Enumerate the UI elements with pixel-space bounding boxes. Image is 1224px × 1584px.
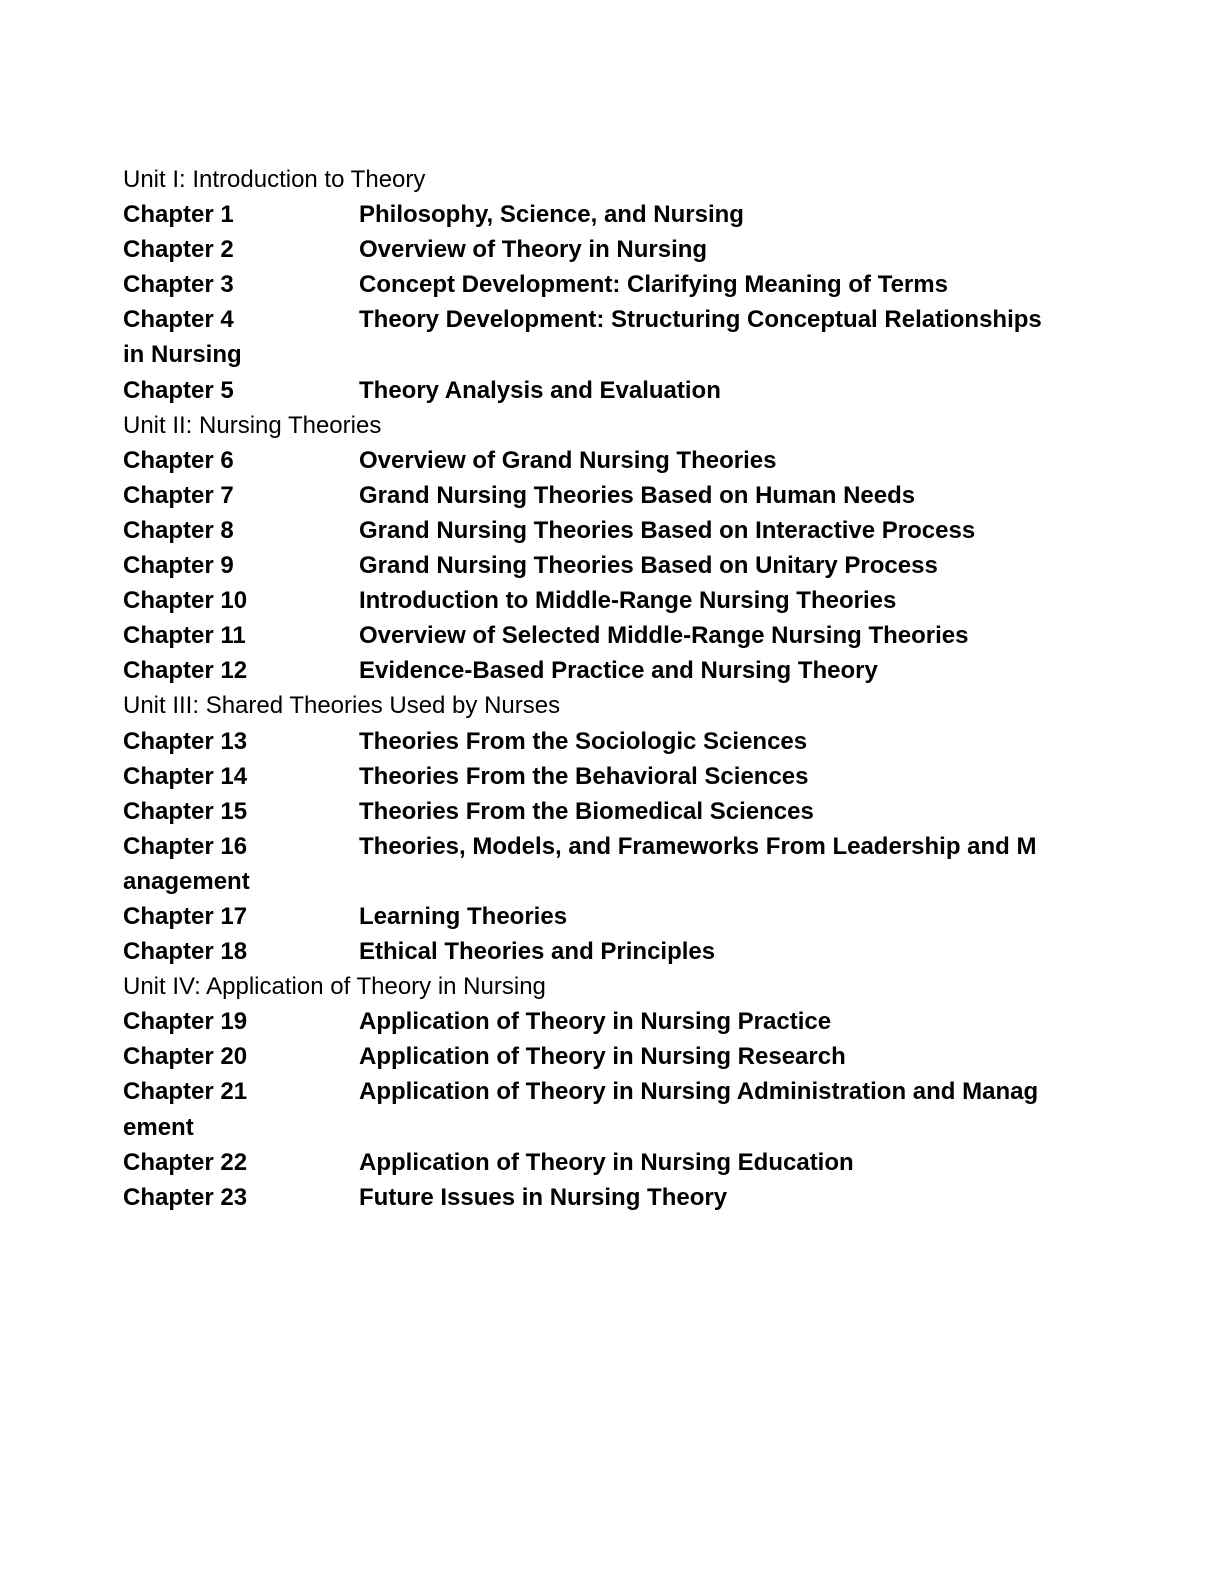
- chapter-number: Chapter 11: [123, 622, 246, 650]
- chapter-number: Chapter 15: [123, 797, 248, 825]
- chapter-row: [123, 583, 1103, 618]
- chapter-title: Theory Analysis and Evaluation: [359, 376, 721, 404]
- chapter-row: [123, 1039, 1103, 1074]
- chapter-title: Evidence-Based Practice and Nursing Theory: [359, 657, 878, 685]
- chapter-number: Chapter 14: [123, 762, 248, 790]
- chapter-number: Chapter 4: [123, 306, 234, 334]
- chapter-number: Chapter 21: [123, 1078, 248, 1106]
- chapter-title: Application of Theory in Nursing Education: [359, 1148, 854, 1176]
- chapter-row: [123, 478, 1103, 513]
- chapter-title: Overview of Grand Nursing Theories: [359, 446, 777, 474]
- chapter-row: [123, 1180, 1103, 1215]
- chapter-number: Chapter 19: [123, 1008, 248, 1036]
- chapter-row: [123, 548, 1103, 583]
- chapter-row: [123, 759, 1103, 794]
- unit-heading: Unit IV: Application of Theory in Nursing: [123, 973, 546, 1001]
- chapter-title-continuation: ement: [123, 1113, 194, 1141]
- chapter-number: Chapter 17: [123, 902, 248, 930]
- chapter-number: Chapter 12: [123, 657, 248, 685]
- chapter-title: Learning Theories: [359, 902, 568, 930]
- chapter-row: [123, 1074, 1103, 1109]
- chapter-title: Theories From the Biomedical Sciences: [359, 797, 814, 825]
- chapter-number: Chapter 20: [123, 1043, 248, 1071]
- chapter-number: Chapter 8: [123, 516, 234, 544]
- chapter-row: [123, 829, 1103, 864]
- chapter-title-continuation: in Nursing: [123, 341, 242, 369]
- chapter-title: Concept Development: Clarifying Meaning of Terms: [359, 271, 948, 299]
- chapter-row: [123, 513, 1103, 548]
- chapter-row: [123, 653, 1103, 688]
- chapter-row: [123, 373, 1103, 408]
- chapter-row: [123, 267, 1103, 302]
- chapter-title: Theory Development: Structuring Conceptual Relationships: [359, 306, 1042, 334]
- chapter-number: Chapter 13: [123, 727, 248, 755]
- chapter-title: Application of Theory in Nursing Research: [359, 1043, 846, 1071]
- chapter-number: Chapter 22: [123, 1148, 248, 1176]
- chapter-title: Overview of Selected Middle-Range Nursing Theories: [359, 622, 969, 650]
- chapter-number: Chapter 18: [123, 938, 248, 966]
- chapter-row: [123, 1145, 1103, 1180]
- chapter-title: Future Issues in Nursing Theory: [359, 1183, 728, 1211]
- unit-heading: Unit I: Introduction to Theory: [123, 166, 426, 193]
- chapter-title: Ethical Theories and Principles: [359, 938, 716, 966]
- chapter-title: Theories From the Behavioral Sciences: [359, 762, 809, 790]
- chapter-number: Chapter 9: [123, 552, 234, 580]
- chapter-title: Grand Nursing Theories Based on Unitary Process: [359, 552, 938, 580]
- chapter-number: Chapter 5: [123, 376, 234, 404]
- chapter-title: Grand Nursing Theories Based on Interactive Process: [359, 516, 976, 544]
- chapter-title: Overview of Theory in Nursing: [359, 236, 708, 264]
- chapter-number: Chapter 16: [123, 832, 248, 860]
- chapter-row: [123, 1004, 1103, 1039]
- chapter-row: [123, 232, 1103, 267]
- chapter-row: [123, 443, 1103, 478]
- chapter-row: [123, 618, 1103, 653]
- unit-heading: Unit III: Shared Theories Used by Nurses: [123, 692, 561, 720]
- chapter-row: [123, 302, 1103, 337]
- chapter-number: Chapter 3: [123, 271, 234, 299]
- chapter-number: Chapter 23: [123, 1183, 248, 1211]
- chapter-title: Theories From the Sociologic Sciences: [359, 727, 808, 755]
- chapter-title: Application of Theory in Nursing Administration and Manag: [359, 1078, 1039, 1106]
- unit-heading: Unit II: Nursing Theories: [123, 411, 382, 439]
- chapter-number: Chapter 1: [123, 201, 234, 229]
- chapter-row: [123, 934, 1103, 969]
- chapter-title: Introduction to Middle-Range Nursing Theories: [359, 587, 897, 615]
- chapter-number: Chapter 6: [123, 446, 234, 474]
- chapter-title-continuation: anagement: [123, 867, 250, 895]
- chapter-row: [123, 724, 1103, 759]
- chapter-row: [123, 794, 1103, 829]
- table-of-contents: [123, 162, 1103, 1215]
- chapter-number: Chapter 2: [123, 236, 234, 264]
- chapter-row: [123, 899, 1103, 934]
- chapter-number: Chapter 10: [123, 587, 248, 615]
- chapter-title: Grand Nursing Theories Based on Human Needs: [359, 481, 916, 509]
- chapter-row: [123, 197, 1103, 232]
- chapter-title: Application of Theory in Nursing Practice: [359, 1008, 832, 1036]
- chapter-title: Philosophy, Science, and Nursing: [359, 201, 744, 229]
- chapter-number: Chapter 7: [123, 481, 234, 509]
- chapter-title: Theories, Models, and Frameworks From Leadership and M: [359, 832, 1037, 860]
